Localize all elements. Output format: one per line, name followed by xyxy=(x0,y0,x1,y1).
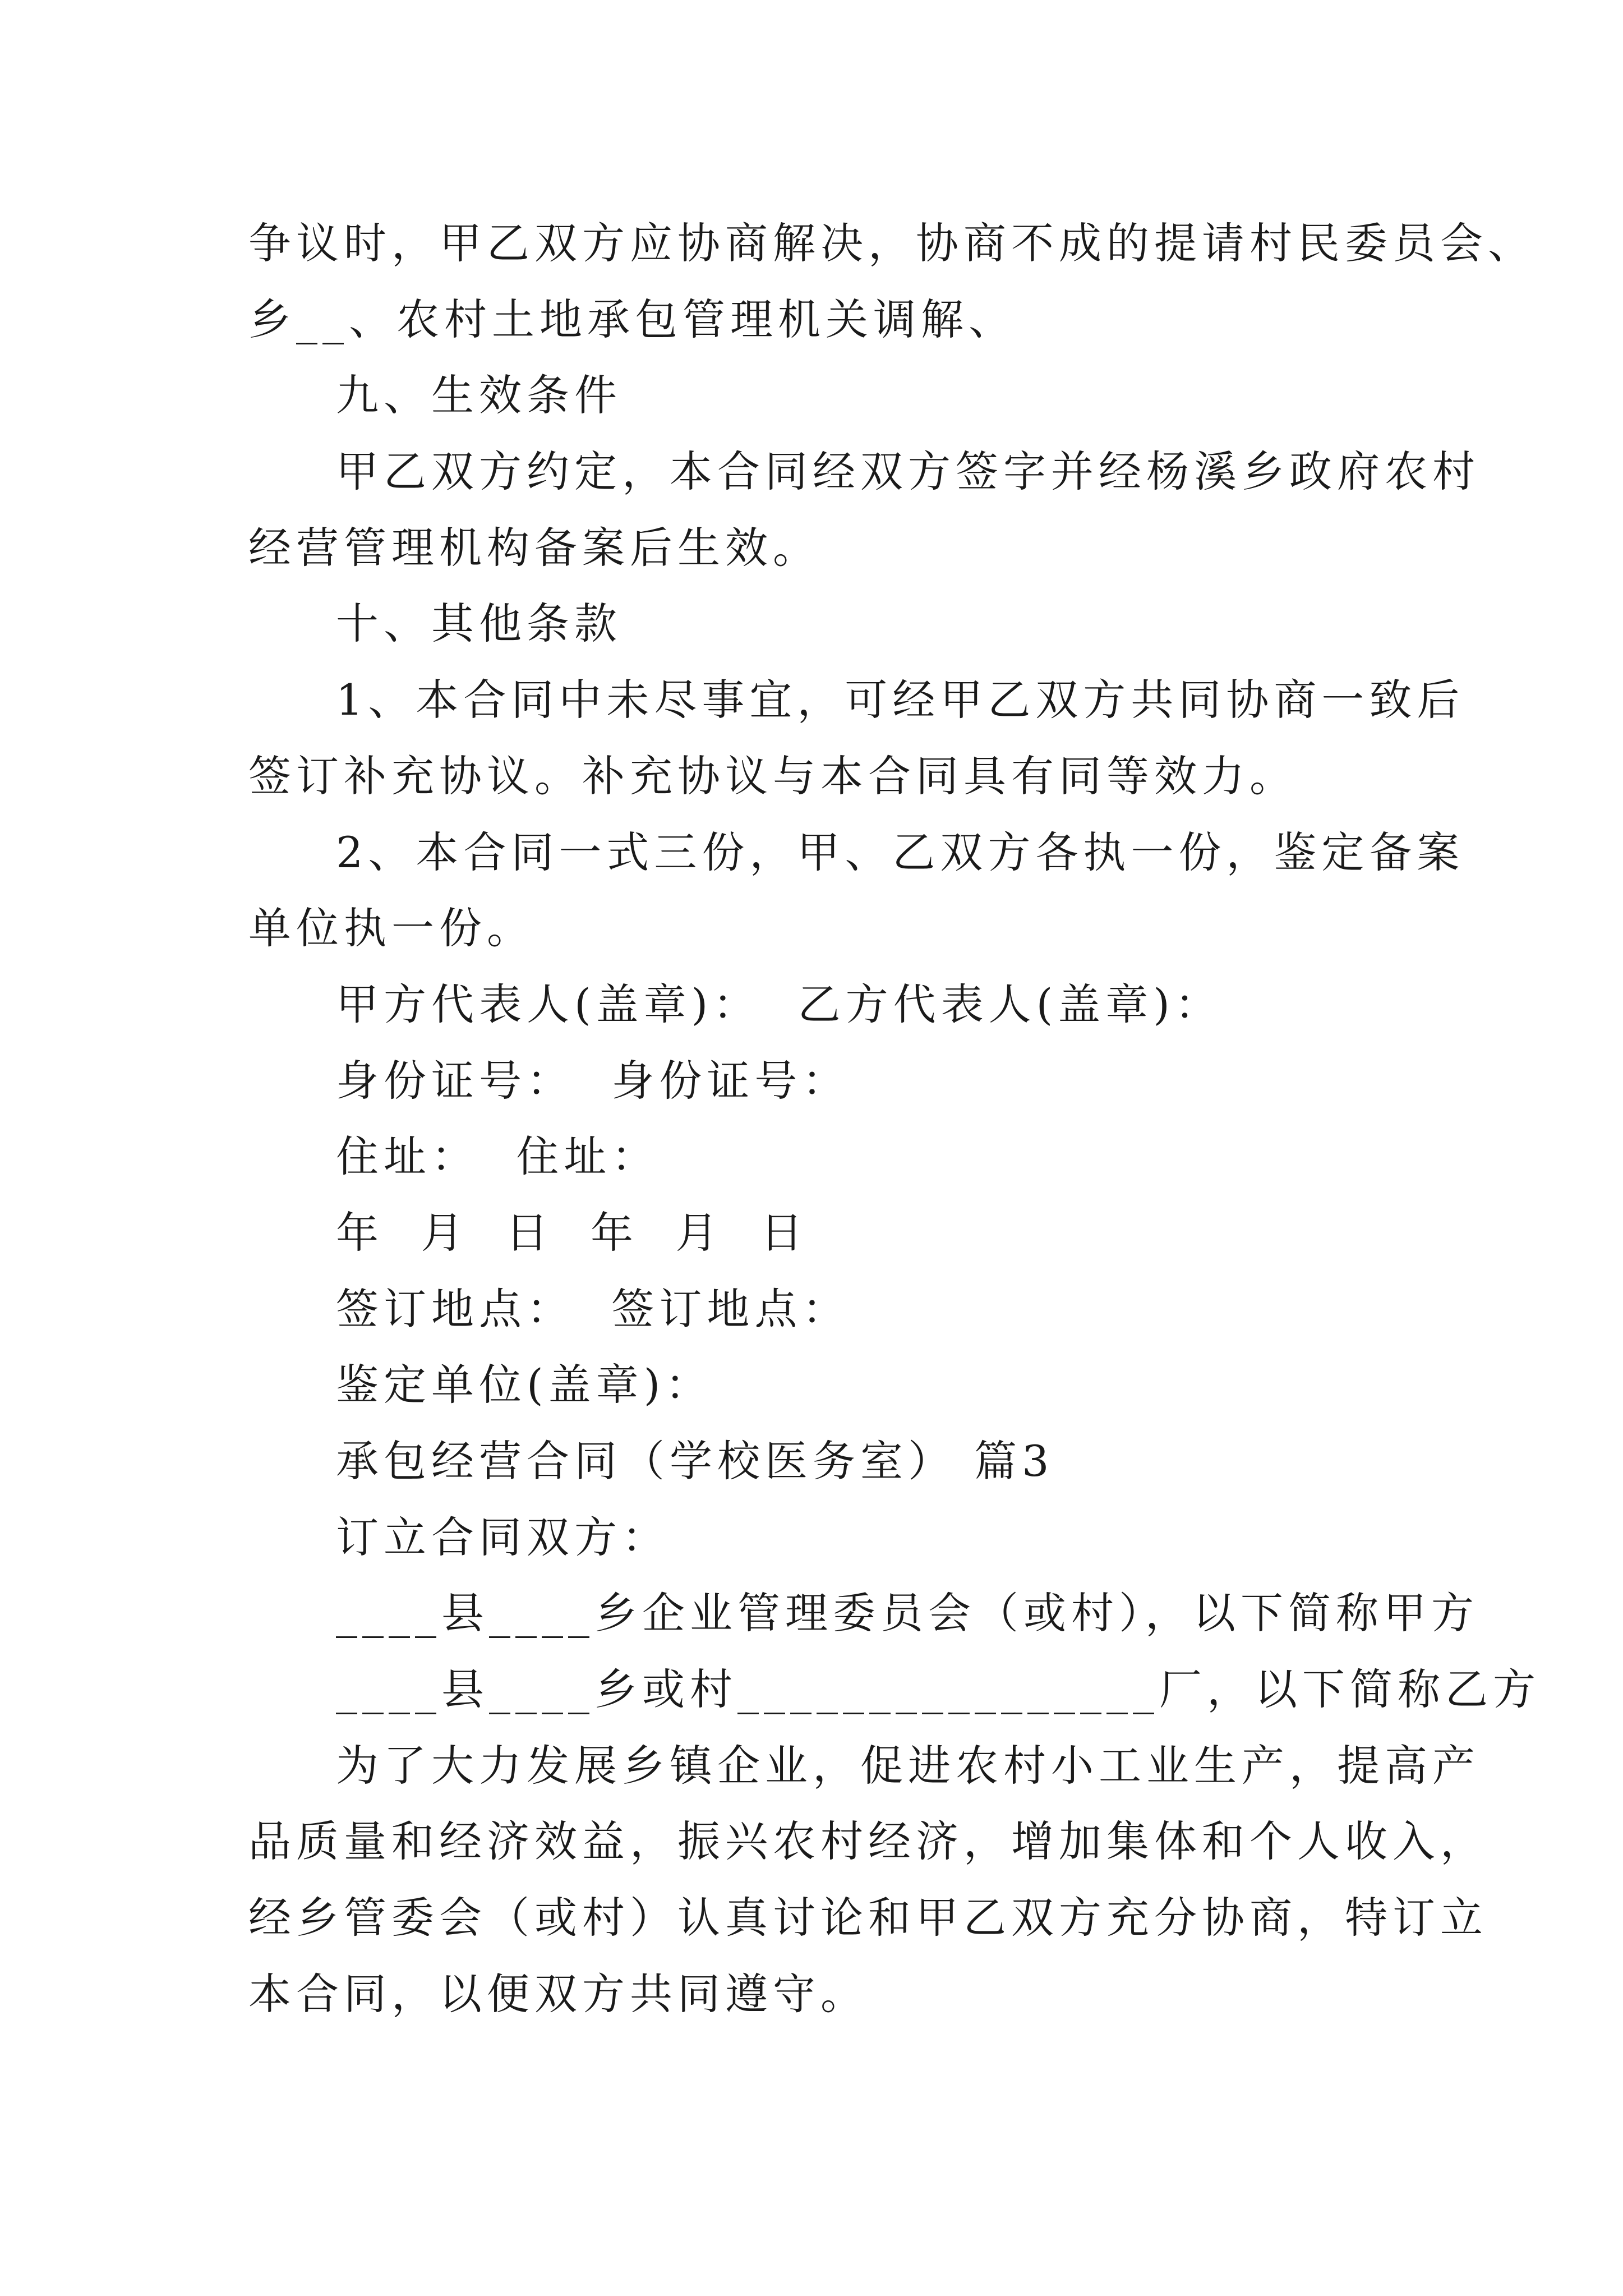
signature-line: 甲方代表人(盖章)： 乙方代表人(盖章)： xyxy=(336,979,1223,1029)
paragraph-line: 1、本合同中未尽事宜，可经甲乙双方共同协商一致后 xyxy=(336,675,1465,725)
section-heading: 九、生效条件 xyxy=(336,370,622,420)
paragraph-line: 经营管理机构备案后生效。 xyxy=(248,523,820,573)
paragraph-line: 甲乙双方约定，本合同经双方签字并经杨溪乡政府农村 xyxy=(336,447,1480,496)
paragraph-line: 争议时，甲乙双方应协商解决，协商不成的提请村民委员会、 xyxy=(248,218,1536,268)
party-b-line: ____县____乡或村________________厂，以下简称乙方 xyxy=(336,1664,1541,1714)
paragraph-line: 2、本合同一式三份，甲、乙双方各执一份，鉴定备案 xyxy=(336,827,1465,877)
id-number-line: 身份证号： 身份证号： xyxy=(336,1056,850,1106)
paragraph-line: 单位执一份。 xyxy=(248,903,534,953)
paragraph-line: 本合同，以便双方共同遵守。 xyxy=(248,1969,868,2019)
paragraph-line: 为了大力发展乡镇企业，促进农村小工业生产，提高产 xyxy=(336,1741,1480,1791)
party-a-line: ____县____乡企业管理委员会（或村），以下简称甲方 xyxy=(336,1588,1479,1638)
signing-place-line: 签订地点： 签订地点： xyxy=(336,1284,850,1334)
address-line: 住址： 住址： xyxy=(336,1131,660,1181)
paragraph-line: 订立合同双方： xyxy=(336,1512,670,1562)
section-heading: 十、其他条款 xyxy=(336,599,622,648)
date-line: 年 月 日 年 月 日 xyxy=(336,1208,808,1258)
paragraph-line: 经乡管委会（或村）认真讨论和甲乙双方充分协商，特订立 xyxy=(248,1893,1488,1943)
paragraph-line: 签订补充协议。补充协议与本合同具有同等效力。 xyxy=(248,751,1297,801)
appraisal-unit-line: 鉴定单位(盖章)： xyxy=(336,1360,713,1410)
paragraph-line: 品质量和经济效益，振兴农村经济，增加集体和个人收入， xyxy=(248,1816,1488,1866)
paragraph-line: 乡__、农村土地承包管理机关调解、 xyxy=(248,295,1016,344)
contract-title: 承包经营合同（学校医务室） 篇3 xyxy=(336,1436,1054,1486)
